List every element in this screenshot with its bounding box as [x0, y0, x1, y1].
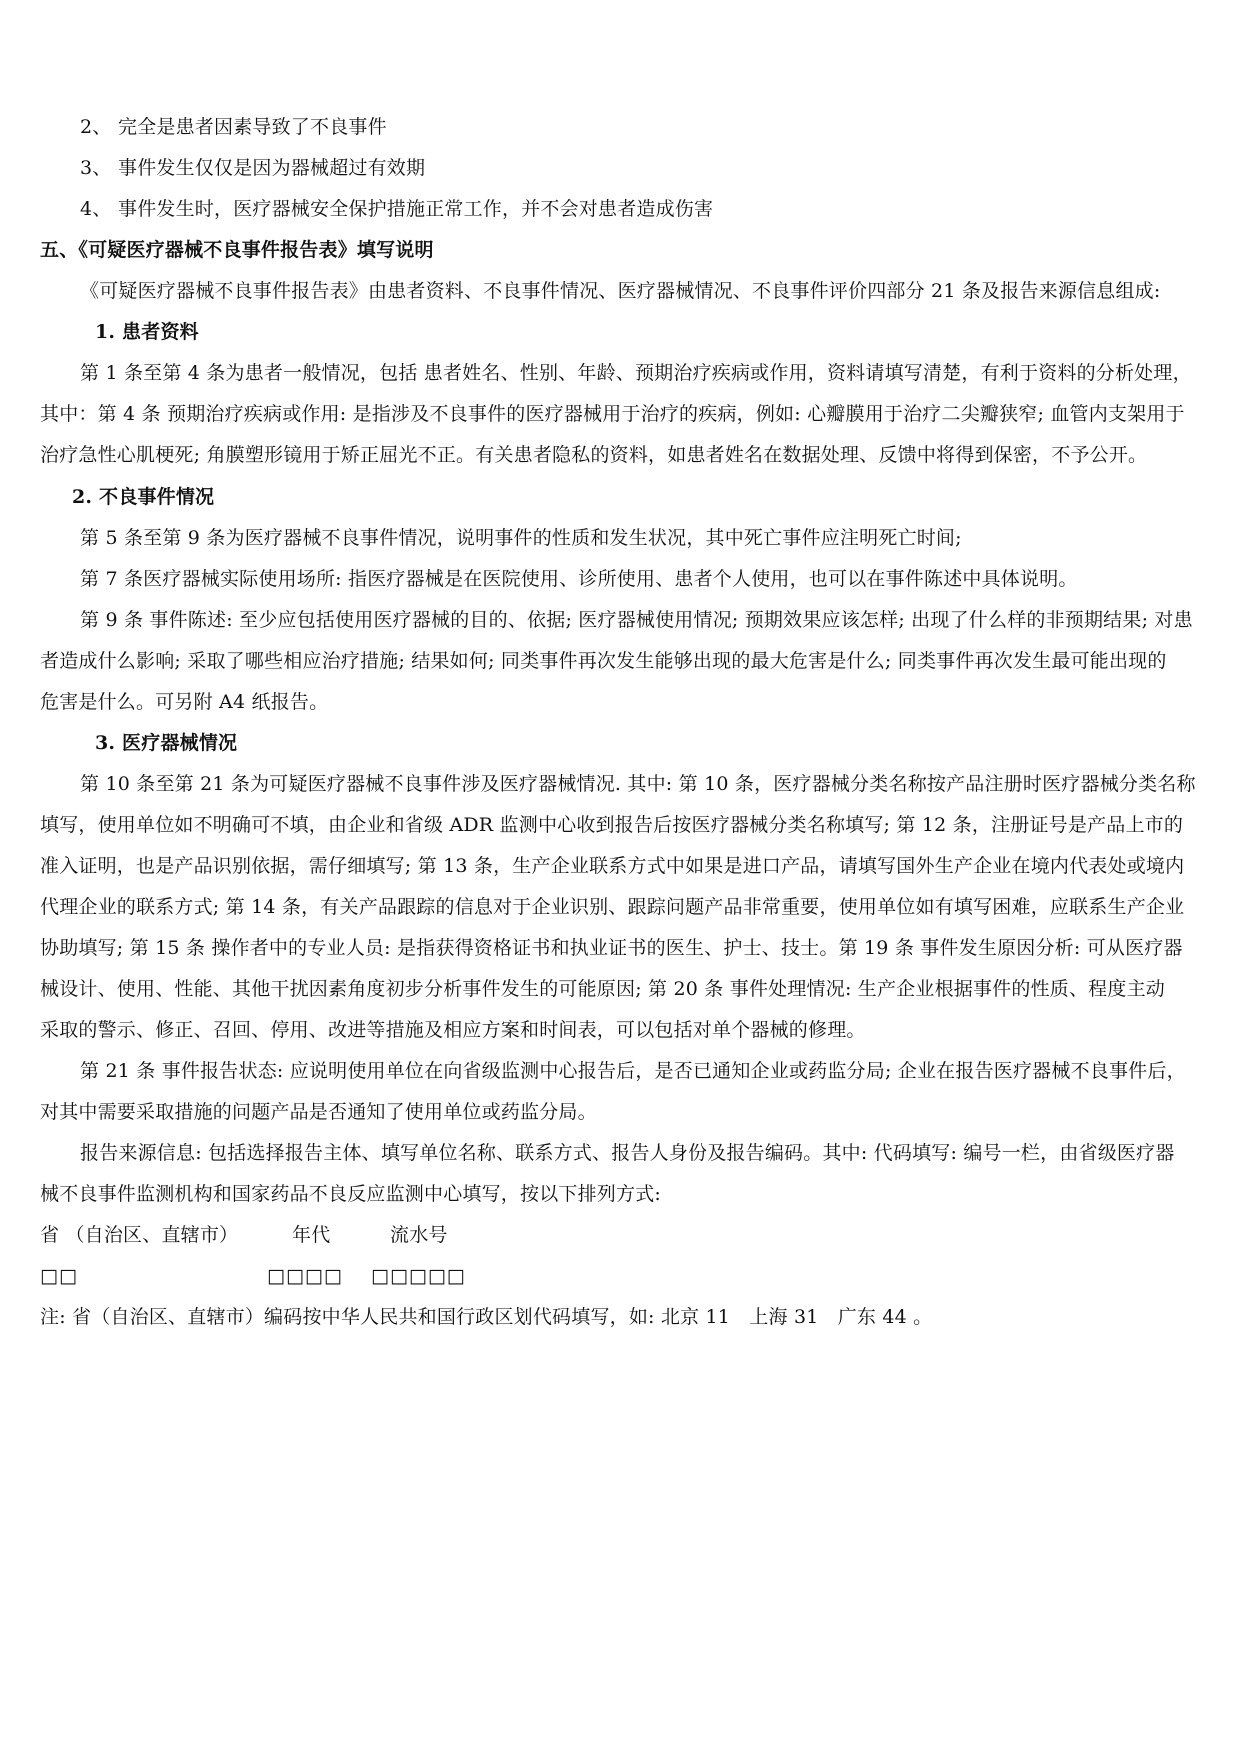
paragraph-line: 治疗急性心肌梗死; 角膜塑形镜用于矫正屈光不正。有关患者隐私的资料，如患者姓名在数据处理、反馈中将得到保密，不予公开。	[40, 444, 1148, 466]
paragraph-line: 第 21 条 事件报告状态: 应说明使用单位在向省级监测中心报告后，是否已通知企业或药监分局; 企业在报告医疗器械不良事件后，	[80, 1060, 1186, 1082]
paragraph-line: 报告来源信息: 包括选择报告主体、填写单位名称、联系方式、报告人身份及报告编码。其中: 代码填写: 编号一栏，由省级医疗器	[80, 1142, 1175, 1164]
paragraph-line: 准入证明，也是产品识别依据，需仔细填写; 第 13 条，生产企业联系方式中如果是进口产品，请填写国外生产企业在境内代表处或境内	[40, 855, 1185, 877]
code-boxes-year: □□□□	[267, 1265, 343, 1287]
list-number: 3、	[80, 157, 112, 179]
code-format-labels	[40, 1224, 1200, 1246]
intro-paragraph: 《可疑医疗器械不良事件报告表》由患者资料、不良事件情况、医疗器械情况、不良事件评价四部分 21 条及报告来源信息组成:	[80, 280, 1161, 302]
paragraph-line: 第 10 条至第 21 条为可疑医疗器械不良事件涉及医疗器械情况. 其中: 第 10 条，医疗器械分类名称按产品注册时医疗器械分类名称	[80, 773, 1196, 795]
list-item	[80, 116, 1240, 138]
paragraph-line: 械不良事件监测机构和国家药品不良反应监测中心填写，按以下排列方式:	[40, 1183, 662, 1205]
paragraph-line: 协助填写; 第 15 条 操作者中的专业人员: 是指获得资格证书和执业证书的医生、护士、技士。第 19 条 事件发生原因分析: 可从医疗器	[40, 937, 1183, 959]
list-number: 2、	[80, 116, 112, 138]
paragraph-line: 其中：第 4 条 预期治疗疾病或作用: 是指涉及不良事件的医疗器械用于治疗的疾病，例如: 心瓣膜用于治疗二尖瓣狭窄; 血管内支架用于	[40, 403, 1185, 425]
paragraph-line: 者造成什么影响; 采取了哪些相应治疗措施; 结果如何; 同类事件再次发生能够出现的最大危害是什么; 同类事件再次发生最可能出现的	[40, 650, 1167, 672]
note-line: 注: 省（自治区、直辖市）编码按中华人民共和国行政区划代码填写，如: 北京 11 上海 31 广东 44 。	[40, 1306, 933, 1328]
paragraph-line: 采取的警示、修正、召回、停用、改进等措施及相应方案和时间表，可以包括对单个器械的修理。	[40, 1019, 866, 1041]
paragraph-line: 第 1 条至第 4 条为患者一般情况，包括 患者姓名、性别、年龄、预期治疗疾病或作用，资料请填写清楚，有利于资料的分析处理，	[80, 362, 1192, 384]
subsection-title-device: 3. 医疗器械情况	[95, 732, 238, 754]
code-label-serial: 流水号	[390, 1224, 448, 1246]
list-text: 事件发生时，医疗器械安全保护措施正常工作，并不会对患者造成伤害	[118, 198, 714, 220]
paragraph-line: 危害是什么。可另附 A4 纸报告。	[40, 691, 329, 713]
list-text: 完全是患者因素导致了不良事件	[118, 116, 387, 138]
code-label-year: 年代	[292, 1224, 331, 1246]
subsection-title-event: 2. 不良事件情况	[72, 486, 215, 508]
subsection-title-patient: 1. 患者资料	[95, 321, 199, 343]
section-heading: 五、《可疑医疗器械不良事件报告表》填写说明	[40, 239, 434, 261]
paragraph-line: 第 5 条至第 9 条为医疗器械不良事件情况，说明事件的性质和发生状况，其中死亡事件应注明死亡时间;	[80, 527, 962, 549]
code-format-boxes	[40, 1265, 1200, 1287]
list-text: 事件发生仅仅是因为器械超过有效期	[118, 157, 426, 179]
code-boxes-serial: □□□□□	[371, 1265, 466, 1287]
paragraph-line: 对其中需要采取措施的问题产品是否通知了使用单位或药监分局。	[40, 1101, 597, 1123]
list-number: 4、	[80, 198, 112, 220]
paragraph-line: 第 7 条医疗器械实际使用场所: 指医疗器械是在医院使用、诊所使用、患者个人使用，也可以在事件陈述中具体说明。	[80, 568, 1078, 590]
paragraph-line: 填写，使用单位如不明确可不填，由企业和省级 ADR 监测中心收到报告后按医疗器械分类名称填写; 第 12 条，注册证号是产品上市的	[40, 814, 1184, 836]
paragraph-line: 械设计、使用、性能、其他干扰因素角度初步分析事件发生的可能原因; 第 20 条 事件处理情况: 生产企业根据事件的性质、程度主动	[40, 978, 1165, 1000]
code-label-province: 省 （自治区、直辖市）	[40, 1224, 239, 1246]
paragraph-line: 代理企业的联系方式; 第 14 条，有关产品跟踪的信息对于企业识别、跟踪问题产品非常重要，使用单位如有填写困难，应联系生产企业	[40, 896, 1185, 918]
list-item	[80, 157, 1240, 179]
code-boxes-province: □□	[40, 1265, 78, 1287]
paragraph-line: 第 9 条 事件陈述: 至少应包括使用医疗器械的目的、依据; 医疗器械使用情况; 预期效果应该怎样; 出现了什么样的非预期结果; 对患	[80, 609, 1193, 631]
list-item	[80, 198, 1240, 220]
